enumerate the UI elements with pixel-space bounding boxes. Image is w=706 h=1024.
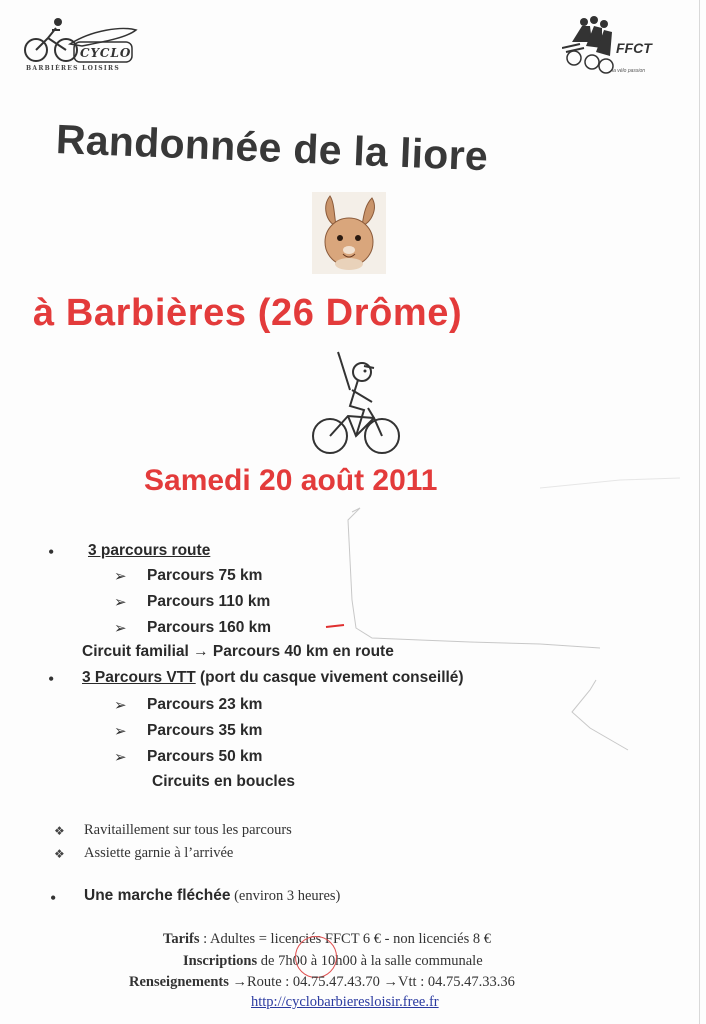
diamond-bullet-icon: ❖ [54, 847, 65, 861]
event-date: Samedi 20 août 2011 [144, 464, 438, 497]
family-circuit: Circuit familial → Parcours 40 km en route [82, 643, 394, 660]
ffct-logo [562, 12, 668, 84]
arrow-bullet-icon: ➢ [114, 722, 127, 740]
bullet-icon: • [48, 542, 55, 562]
list-item: Parcours 50 km [147, 748, 263, 765]
inscriptions-label: Inscriptions [183, 953, 258, 969]
cyclo-logo [22, 16, 138, 78]
info-label: Renseignements [129, 974, 229, 990]
vtt-heading: 3 Parcours VTT [82, 669, 196, 686]
arrow-bullet-icon: ➢ [114, 593, 127, 611]
vtt-heading-line [82, 669, 464, 687]
route-heading: 3 parcours route [88, 542, 211, 559]
website-link[interactable]: http://cyclobarbieresloisir.free.fr [251, 994, 439, 1010]
ffct-logo-text: FFCT [616, 40, 652, 56]
list-item: Parcours 110 km [147, 593, 271, 610]
list-item: Parcours 160 km [147, 619, 272, 636]
cyclo-logo-text: CYCLO [80, 46, 132, 60]
event-location: à Barbières (26 Drôme) [33, 292, 463, 334]
loop-circuits: Circuits en boucles [152, 773, 295, 790]
arrow-bullet-icon: ➢ [114, 567, 127, 585]
info-line [129, 973, 515, 991]
ffct-logo-tagline: la vélo passion [612, 68, 646, 74]
list-item: Ravitaillement sur tous les parcours [84, 822, 292, 838]
inscriptions-text: de 7h00 à 10h00 à la salle communale [257, 953, 483, 969]
bullet-icon: • [50, 888, 57, 908]
walk-label: Une marche fléchée [84, 887, 231, 904]
tarifs-label: Tarifs [163, 931, 200, 947]
vtt-helmet-note: (port du casque vivement conseillé) [195, 669, 464, 686]
list-item: Parcours 75 km [147, 567, 263, 584]
list-item: Assiette garnie à l’arrivée [84, 845, 234, 861]
info-text: →Route : 04.75.47.43.70 →Vtt : 04.75.47.33.36 [228, 974, 515, 990]
arrow-bullet-icon: ➢ [114, 619, 127, 637]
pen-circle-mark [295, 936, 337, 978]
rabbit-icon [312, 192, 386, 274]
page-title: Randonnée de la liore [55, 116, 489, 180]
arrow-bullet-icon: ➢ [114, 748, 127, 766]
cyclo-logo-subtext: BARBIÈRES LOISIRS [26, 65, 120, 72]
list-item: Parcours 35 km [147, 722, 263, 739]
tarifs-text: : Adultes = licenciés FFCT 6 € - non licenciés 8 € [199, 931, 491, 947]
bullet-icon: • [48, 669, 55, 689]
walk-duration: (environ 3 heures) [230, 888, 341, 904]
cyclist-icon [304, 350, 404, 458]
walk-line [84, 887, 340, 905]
arrow-bullet-icon: ➢ [114, 696, 127, 714]
diamond-bullet-icon: ❖ [54, 824, 65, 838]
list-item: Parcours 23 km [147, 696, 263, 713]
